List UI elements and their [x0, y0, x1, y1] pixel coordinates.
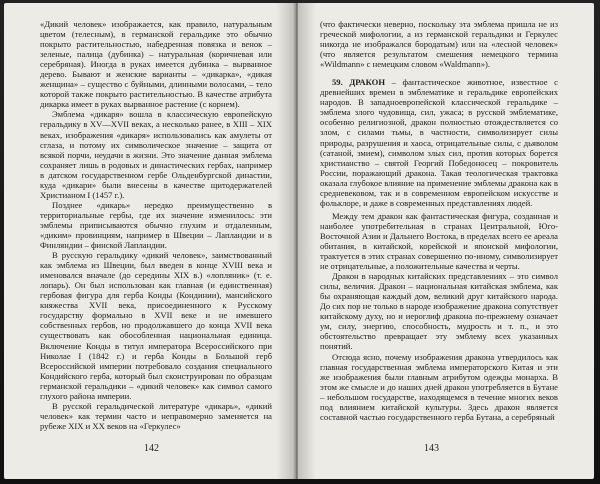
paragraph: В русскую геральдику «дикий человек», заимствованный как эмблема из Швеции, был введен в конце XVIII века и именовался вначале (до середины XIX в.) «лопляник» (т. е. лопарь). Он был использован как главная (и единственная) гербовая фигура для герба Конды (Кондинии), мансийского княжества XVII века, присоединенного к Русскому государству формально в XVII веке и не имевшего собственных гербов, но продолжавшего до конца XVII века существовать как обособленная национальная единица. Включение Конды в титул императора Всероссийского при Николае I (1842 г.) и герба Конды в Большой герб Всероссийской империи потребовало создания специального Кондийского герба, который был сконструирован по образцам германской геральдики – «дикий человек» как символ самого глухого района империи. — [40, 250, 272, 401]
paragraph: «Дикий человек» изображается, как правило, натуральным цветом (телесным), в германской геральдике это обычно покрыто растительностью, набедренная повязка и венок – зеленые, палица (дубинка) – натуральная (коричневая или серебряная). Иногда в руках имеется дубинка – вырванное дерево. Бывают и женские варианты – «дикарка», «дикая женщина» – существо с буйными, длинными волосами, – тело которой также покрыто растительностью. В качестве атрибута дикарка имеет в руках вырванное растение (с корнем). — [40, 19, 272, 110]
entry-term: 59. ДРАКОН — [332, 77, 386, 88]
page-number: 142 — [144, 443, 159, 454]
entry-text: – фантастическое животное, известное с древнейших времен в эмблематике и геральдике европейских народов. В западноевропейской классической геральдике – эмблема злого чудовища, сил, ужаса; в русской эмблематике, особенно религиозной, дракон полностью отождествляется со злом, с силами тьмы, в частности, символизирует силы природы, разрушения и хаоса, отрицательные силы, с дьяволом (сатаной, змием), символом злых сил, против которых борется христианство – святой Георгий Победоносец – покровитель России, поражающий дракона. Такая теологическая трактовка оказала глубокое влияние на применение эмблемы дракона как в средневековом, так и в современном европейском искусстве и фольклоре, и даже в современных представлениях людей. — [320, 77, 558, 208]
paragraph: Отсюда ясно, почему изображения дракона утвердилось как главная государственная эмблема императорского Китая и эти же изображения были главным атрибутом одежды монарха. В этом же смысле и до наших дней дракон употребляется в Бутане – небольшом государстве, находящемся в течение многих веков под влиянием китайской культуры. Здесь дракон является составной частью государственного герба Бутана, а серебряный — [320, 351, 558, 422]
paragraph: Между тем дракон как фантастическая фигура, созданная и наиболее употребительная в странах Центральной, Юго-Восточной Азии и Дальнего Востока, в пределах всего ее ареала обитания, в китайской, корейской и японской мифологии, трактуется в этих странах совершенно по-иному, символизирует не отрицательные, а положительные качества и черты. — [320, 210, 558, 272]
page-number: 143 — [424, 443, 439, 454]
paragraph: В русской геральдической литературе «дикарь», «дикий человек» как термин часто и неправомерно заменяется на рубеже XIX и XX веков на «Геркулес» — [40, 400, 272, 431]
paragraph: Эмблема «дикаря» вошла в классическую европейскую геральдику в XV—XVII веках, а несколько ранее, в XIII – XIX веках, изображения «дикаря» использовались как амулеты от сглаза, и потому их символическое значение – защита от всякой порчи, неудачи в жизни. Это значение данная эмблема сохраняет лишь в родовых и династических гербах, например в датском государственном гербе Ольденбургской династии, куда «дикари» были внесены в качестве щитодержателей Христианом I (1457 г.). — [40, 109, 272, 200]
paragraph: (что фактически неверно, поскольку эта эмблема пришла не из греческой мифологии, а из германской геральдики и Геркулес никогда не изображался бородатым) или на «лесной человек» (что является результатом смешения немецкого термина «Wildmann» с немецким словом «Waldmann»). — [320, 19, 558, 70]
right-page-text — [320, 19, 558, 422]
page-shadow — [298, 3, 316, 479]
right-page — [298, 3, 594, 479]
paragraph: Дракон в народных китайских представлениях – это символ силы, величия. Дракон – национальная китайская эмблема, как бы охраняющая каждый дом, великий друг китайского народа. До сих пор не только в народе изображение дракона сопутствует китайскому духу, но и иероглиф дракона по-прежнему означает ум, силу, энергию, способность, мудрость и т. п., и это обстоятельство превращает эту эмблему всех указанных понятий. — [320, 271, 558, 352]
left-page-text — [40, 19, 272, 431]
dictionary-entry — [320, 77, 558, 208]
paragraph: Позднее «дикарь» нередко преимущественно в территориальные гербы, где их значение изменилось: эти эмблемы приписываются обычно глухим и отдаленным, «диким» провинциям, например в Швеции – Лапландии и в Финляндии – финской Лапландии. — [40, 199, 272, 251]
left-page — [4, 3, 294, 479]
